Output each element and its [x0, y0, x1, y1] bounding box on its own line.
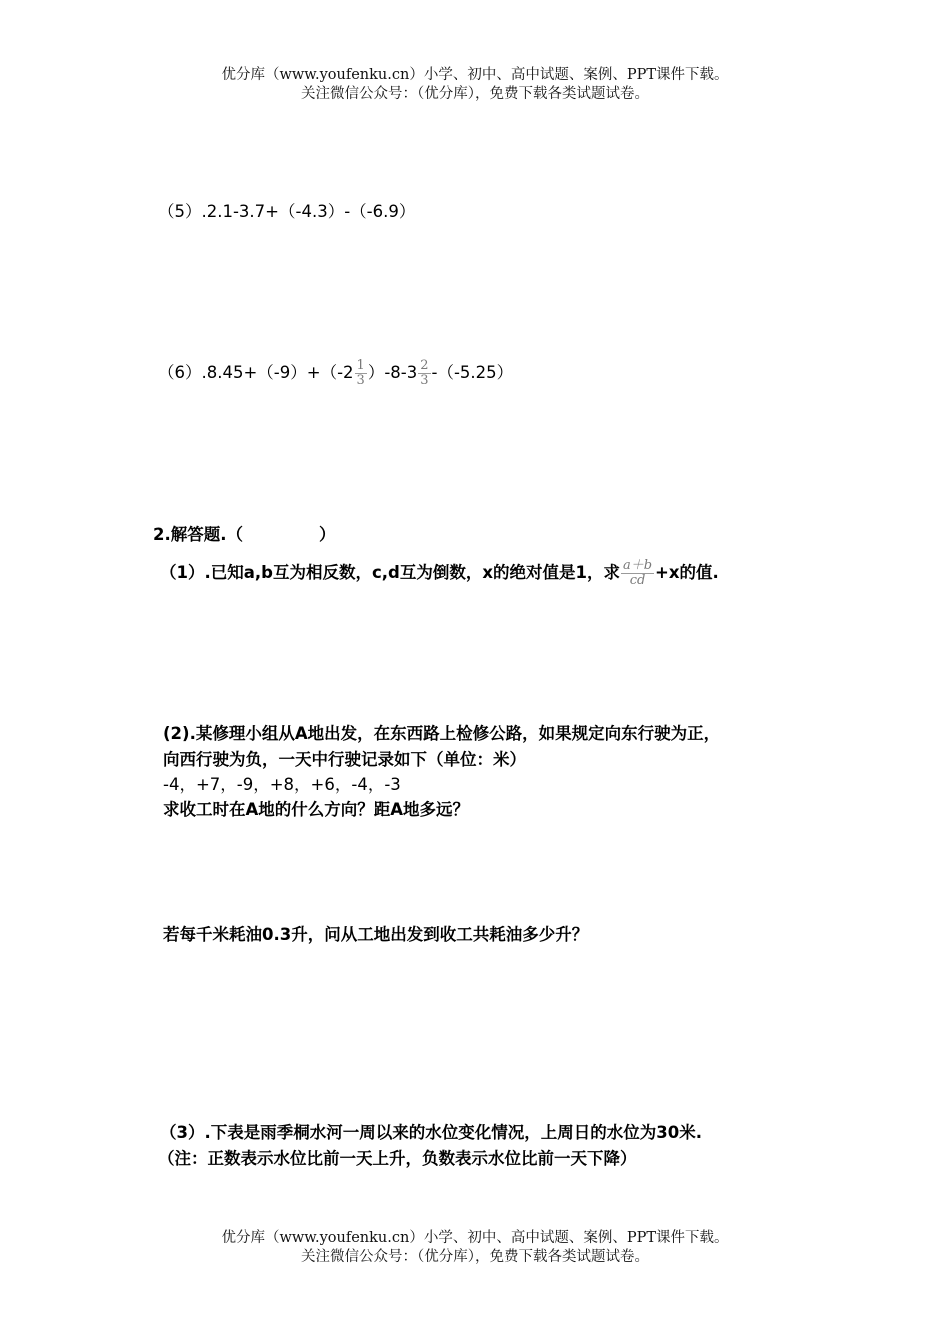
section-2-title [153, 524, 336, 546]
problem-6-part-2: ）-8-3 [367, 363, 418, 382]
section-2-title-close: ） [319, 525, 336, 544]
question-2-line-1: (2).某修理小组从A地出发，在东西路上检修公路，如果规定向东行驶为正， [163, 724, 721, 743]
fraction-numerator: 1 [356, 358, 365, 373]
footer-line-1: 优分库（www.youfenku.cn）小学、初中、高中试题、案例、PPT课件下载。 [221, 1230, 729, 1246]
section-2-title-open: 2.解答题.（ [153, 525, 244, 544]
question-3-line-1: （3）.下表是雨季桐水河一周以来的水位变化情况，上周日的水位为30米. [160, 1123, 702, 1142]
question-1-text-after: +x的值. [655, 563, 719, 582]
header-line-2: 关注微信公众号：（优分库），免费下载各类试题试卷。 [301, 86, 649, 102]
fraction-denominator: 3 [356, 373, 365, 388]
question-2-line-2: 向西行驶为负，一天中行驶记录如下（单位：米） [163, 750, 526, 769]
fraction-denominator: 3 [420, 373, 429, 388]
page-footer [0, 1229, 950, 1267]
question-1-text-before: （1）.已知a,b互为相反数，c,d互为倒数，x的绝对值是1，求 [160, 563, 620, 582]
question-2-records: -4，+7，-9，+8，+6，-4，-3 [163, 775, 401, 794]
fraction-one-third [355, 359, 367, 388]
fraction-two-thirds [418, 359, 430, 388]
problem-5: （5）.2.1-3.7+（-4.3）-（-6.9） [158, 202, 416, 221]
question-1 [160, 559, 719, 588]
header-line-1: 优分库（www.youfenku.cn）小学、初中、高中试题、案例、PPT课件下载。 [221, 67, 729, 83]
page-header [0, 66, 950, 104]
problem-6 [158, 359, 513, 388]
footer-line-2: 关注微信公众号：（优分库），免费下载各类试题试卷。 [301, 1249, 649, 1265]
question-2-line-5: 若每千米耗油0.3升，问从工地出发到收工共耗油多少升？ [163, 925, 589, 944]
problem-6-part-3: -（-5.25） [431, 363, 514, 382]
question-2-line-4: 求收工时在A地的什么方向？距A地多远？ [163, 800, 470, 819]
problem-6-part-1: （6）.8.45+（-9）+（-2 [158, 363, 354, 382]
question-3-line-2: （注：正数表示水位比前一天上升，负数表示水位比前一天下降） [158, 1149, 637, 1168]
fraction-numerator: 2 [420, 358, 429, 373]
fraction-numerator: a＋b [622, 558, 653, 573]
fraction-a-plus-b-over-cd [621, 559, 654, 588]
fraction-denominator: cd [621, 573, 654, 588]
